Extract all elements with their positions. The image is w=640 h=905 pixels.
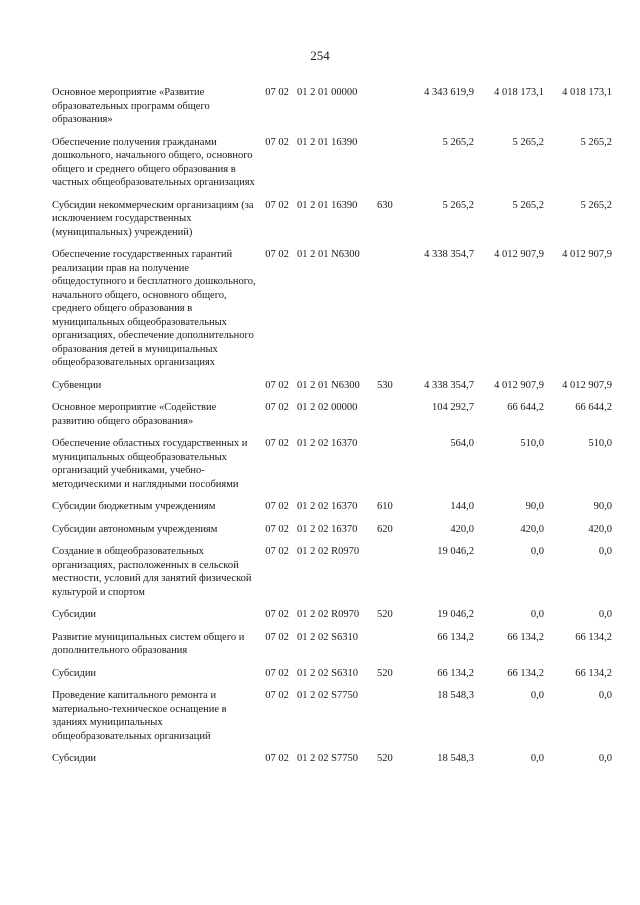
section-code: 07 02 [265, 523, 289, 535]
section-code: 07 02 [265, 546, 289, 557]
target-article-code: 01 2 01 00000 [297, 87, 358, 98]
amount-year-2: 5 265,2 [512, 136, 544, 148]
target-article-code: 01 2 02 16370 [297, 438, 358, 449]
amount-year-3: 420,0 [588, 523, 612, 535]
expense-type-code: 630 [377, 199, 393, 211]
section-code: 07 02 [265, 690, 289, 701]
expense-item-name: Субсидии бюджетным учреждениям [52, 501, 216, 512]
amount-year-2: 510,0 [520, 438, 544, 449]
target-article-code: 01 2 01 16390 [297, 136, 358, 148]
expense-type-code [377, 248, 399, 379]
page-number: 254 [310, 48, 330, 63]
amount-year-3: 0,0 [598, 609, 612, 620]
amount-year-2: 66 134,2 [507, 631, 544, 643]
expense-item-name: Обеспечение областных государственных и муниципальных общеобразовательных организаций учебниками, учебно-методическими и наглядными пособиями [52, 438, 248, 490]
amount-year-1: 5 265,2 [442, 199, 474, 211]
amount-year-3: 66 644,2 [575, 402, 612, 413]
amount-year-1: 4 343 619,9 [424, 87, 474, 98]
target-article-code: 01 2 02 S6310 [297, 631, 358, 643]
expense-item-name: Создание в общеобразовательных организациях, расположенных в сельской местности, условий для занятий физической культурой и спортом [52, 546, 252, 598]
target-article-code: 01 2 02 S7750 [297, 753, 358, 764]
amount-year-1: 420,0 [450, 523, 474, 535]
target-article-code: 01 2 01 N6300 [297, 249, 360, 260]
section-code: 07 02 [265, 379, 289, 391]
table-row [52, 248, 612, 379]
expense-type-code: 530 [377, 379, 393, 391]
expense-item-name: Основное мероприятие «Содействие развитию общего образования» [52, 402, 217, 427]
target-article-code: 01 2 02 00000 [297, 402, 358, 413]
expense-type-code [377, 545, 399, 608]
amount-year-1: 18 548,3 [437, 753, 474, 764]
amount-year-1: 144,0 [450, 501, 474, 512]
table-row [52, 86, 612, 136]
amount-year-3: 0,0 [598, 690, 612, 701]
table-row [52, 667, 612, 690]
table-row [52, 545, 612, 608]
amount-year-1: 564,0 [450, 438, 474, 449]
section-code: 07 02 [265, 136, 289, 148]
section-code: 07 02 [265, 199, 289, 211]
expense-item-name: Основное мероприятие «Развитие образовательных программ общего образования» [52, 87, 210, 125]
amount-year-3: 510,0 [588, 438, 612, 449]
section-code: 07 02 [265, 438, 289, 449]
target-article-code: 01 2 02 S6310 [297, 667, 358, 679]
section-code: 07 02 [265, 753, 289, 764]
expense-item-name: Субсидии некоммерческим организациям (за исключением государственных (муниципальных) учреждений) [52, 199, 254, 238]
amount-year-1: 104 292,7 [432, 402, 474, 413]
amount-year-2: 0,0 [530, 546, 544, 557]
section-code: 07 02 [265, 667, 289, 679]
amount-year-2: 66 134,2 [507, 667, 544, 679]
expense-type-code: 520 [377, 667, 393, 679]
expense-type-code: 610 [377, 501, 393, 512]
section-code: 07 02 [265, 609, 289, 620]
budget-table [52, 86, 612, 775]
section-code: 07 02 [265, 501, 289, 512]
expense-type-code: 520 [377, 753, 393, 764]
target-article-code: 01 2 02 16370 [297, 501, 358, 512]
amount-year-3: 4 012 907,9 [562, 379, 612, 391]
expense-item-name: Субсидии автономным учреждениям [52, 523, 218, 535]
amount-year-3: 66 134,2 [575, 667, 612, 679]
expense-item-name: Субсидии [52, 667, 97, 679]
expense-item-name: Проведение капитального ремонта и материально-техническое оснащение в зданиях муниципальных общеобразовательных организаций [52, 690, 227, 742]
expense-type-code [377, 631, 399, 667]
amount-year-2: 0,0 [530, 753, 544, 764]
expense-type-code [377, 136, 399, 199]
table-row [52, 523, 612, 546]
table-row [52, 689, 612, 752]
expense-item-name: Субсидии [52, 609, 97, 620]
amount-year-1: 18 548,3 [437, 690, 474, 701]
target-article-code: 01 2 01 16390 [297, 199, 358, 211]
amount-year-2: 420,0 [520, 523, 544, 535]
table-row [52, 631, 612, 667]
amount-year-2: 66 644,2 [507, 402, 544, 413]
expense-item-name: Развитие муниципальных систем общего и дополнительного образования [52, 631, 245, 656]
target-article-code: 01 2 02 16370 [297, 523, 358, 535]
expense-type-code [377, 401, 399, 437]
table-row [52, 379, 612, 402]
expense-item-name: Обеспечение получения гражданами дошкольного, начального общего, основного общего и среднего общего образования в частных общеобразовательных организациях [52, 136, 255, 188]
expense-type-code [377, 86, 399, 136]
amount-year-1: 4 338 354,7 [424, 249, 474, 260]
amount-year-3: 5 265,2 [580, 136, 612, 148]
expense-type-code [377, 689, 399, 752]
amount-year-2: 4 012 907,9 [494, 379, 544, 391]
section-code: 07 02 [265, 631, 289, 643]
table-row [52, 608, 612, 631]
expense-item-name: Обеспечение государственных гарантий реализации прав на получение общедоступного и бесплатного дошкольного, начального общего, основного общего, среднего общего образования в муниципальных общеобразовательных организациях, обеспечение дополнительного образования детей в муниципальных общеобразовательных организациях [52, 249, 256, 368]
target-article-code: 01 2 02 R0970 [297, 609, 360, 620]
amount-year-1: 66 134,2 [437, 667, 474, 679]
section-code: 07 02 [265, 87, 289, 98]
target-article-code: 01 2 02 S7750 [297, 690, 358, 701]
section-code: 07 02 [265, 249, 289, 260]
amount-year-3: 66 134,2 [575, 631, 612, 643]
amount-year-2: 0,0 [530, 609, 544, 620]
amount-year-3: 0,0 [598, 546, 612, 557]
amount-year-2: 5 265,2 [512, 199, 544, 211]
target-article-code: 01 2 01 N6300 [297, 379, 360, 391]
amount-year-2: 4 012 907,9 [494, 249, 544, 260]
table-row [52, 199, 612, 249]
amount-year-1: 19 046,2 [437, 609, 474, 620]
expense-type-code [377, 437, 399, 500]
amount-year-1: 5 265,2 [442, 136, 474, 148]
amount-year-1: 66 134,2 [437, 631, 474, 643]
expense-type-code: 620 [377, 523, 393, 535]
amount-year-3: 5 265,2 [580, 199, 612, 211]
amount-year-3: 4 018 173,1 [562, 87, 612, 98]
table-row [52, 136, 612, 199]
amount-year-3: 90,0 [593, 501, 612, 512]
table-row [52, 500, 612, 523]
expense-type-code: 520 [377, 609, 393, 620]
amount-year-3: 4 012 907,9 [562, 249, 612, 260]
amount-year-1: 19 046,2 [437, 546, 474, 557]
amount-year-3: 0,0 [598, 753, 612, 764]
target-article-code: 01 2 02 R0970 [297, 546, 360, 557]
expense-item-name: Субвенции [52, 379, 102, 391]
amount-year-1: 4 338 354,7 [424, 379, 474, 391]
table-row [52, 752, 612, 775]
expense-item-name: Субсидии [52, 753, 97, 764]
section-code: 07 02 [265, 402, 289, 413]
table-row [52, 437, 612, 500]
table-row [52, 401, 612, 437]
amount-year-2: 0,0 [530, 690, 544, 701]
amount-year-2: 90,0 [525, 501, 544, 512]
amount-year-2: 4 018 173,1 [494, 87, 544, 98]
